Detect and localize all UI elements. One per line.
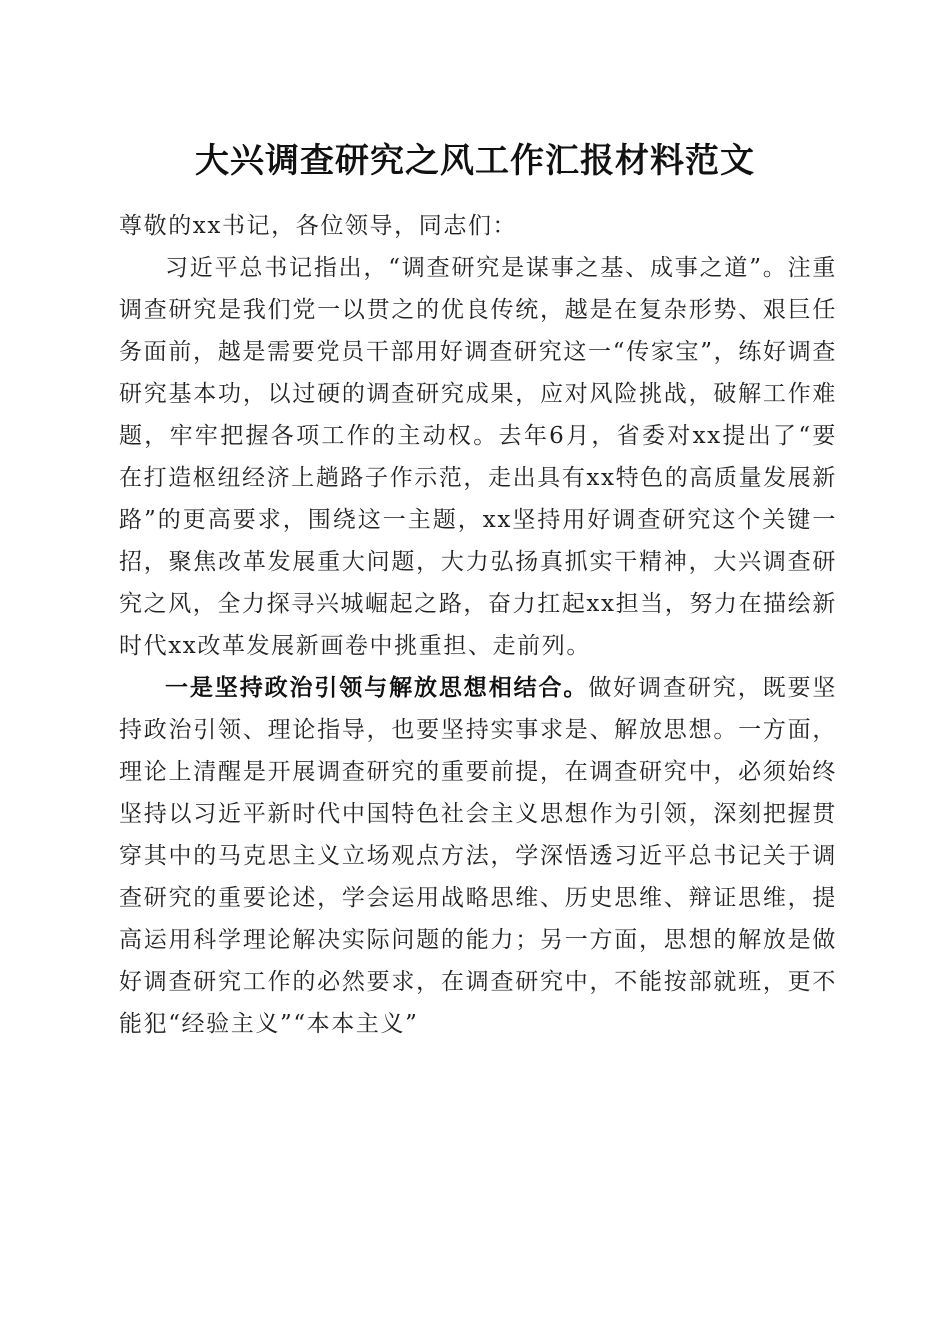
paragraph-point-one bbox=[119, 667, 837, 1045]
paragraph-point-one-heading: 一是坚持政治引领与解放思想相结合。 bbox=[165, 674, 589, 701]
paragraph-intro bbox=[119, 247, 837, 667]
salutation: 尊敬的xx书记，各位领导，同志们： bbox=[119, 213, 518, 239]
page-title: 大兴调查研究之风工作汇报材料范文 bbox=[195, 141, 755, 181]
paragraph-intro-text: 习近平总书记指出，“调查研究是谋事之基、成事之道”。注重调查研究是我们党一以贯之的优良传统，越是在复杂形势、艰巨任务面前，越是需要党员干部用好调查研究这一“传家宝”，练好调查研究基本功，以过硬的调查研究成果，应对风险挑战，破解工作难题，牢牢把握各项工作的主动权。去年6月，省委对xx提出了“要在打造枢纽经济上趟路子作示范，走出具有xx特色的高质量发展新路”的更高要求，围绕这一主题，xx坚持用好调查研究这个关键一招，聚焦改革发展重大问题，大力弘扬真抓实干精神，大兴调查研究之风，全力探寻兴城崛起之路，奋力扛起xx担当，努力在描绘新时代xx改革发展新画卷中挑重担、走前列。 bbox=[119, 255, 837, 659]
document-body bbox=[119, 205, 837, 1045]
paragraph-point-one-text: 做好调查研究，既要坚持政治引领、理论指导，也要坚持实事求是、解放思想。一方面，理论上清醒是开展调查研究的重要前提，在调查研究中，必须始终坚持以习近平新时代中国特色社会主义思想作为引领，深刻把握贯穿其中的马克思主义立场观点方法，学深悟透习近平总书记关于调查研究的重要论述，学会运用战略思维、历史思维、辩证思维，提高运用科学理论解决实际问题的能力；另一方面，思想的解放是做好调查研究工作的必然要求，在调查研究中，不能按部就班，更不能犯“经验主义”“本本主义” bbox=[119, 675, 838, 1037]
